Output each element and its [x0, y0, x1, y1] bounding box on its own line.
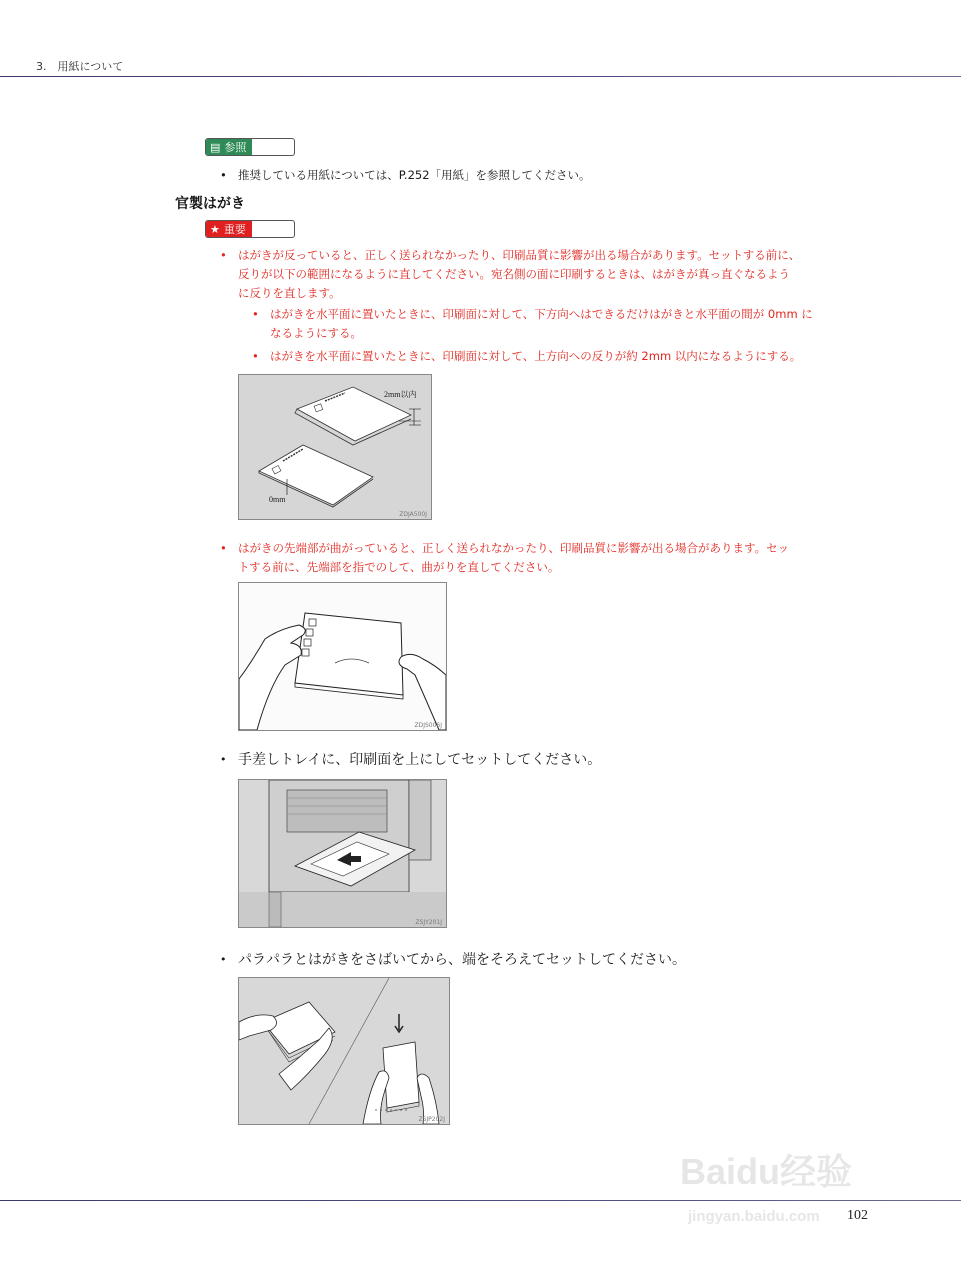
figure-id: ZSJP202J — [418, 1116, 445, 1123]
instruction-manual-tray: • 手差しトレイに、印刷面を上にしてセットしてください。 — [220, 752, 602, 768]
watermark-brand: Baidu经验 — [680, 1151, 853, 1192]
sub1-line-2: なるようにする。 — [270, 326, 362, 340]
hands-flattening-illustration — [239, 583, 446, 730]
memo-icon: ▤ — [210, 140, 221, 154]
important-subitem-2mm: • はがきを水平面に置いたときに、印刷面に対して、上方向への反りが約 2mm 以内になるようにする。 — [252, 349, 802, 363]
warp-line-1: はがきが反っていると、正しく送られなかったり、印刷品質に影響が出る場合があります。セットする前に、 — [238, 248, 801, 262]
watermark-url: jingyan.baidu.com — [688, 1208, 820, 1225]
printer-tray-illustration — [239, 780, 446, 927]
warp-line-3: に反りを直します。 — [238, 286, 341, 300]
figure-id: ZDJS006J — [414, 722, 442, 729]
instruction-fan-cards: • パラパラとはがきをさばいてから、端をそろえてセットしてください。 — [220, 952, 686, 968]
sub2-text: はがきを水平面に置いたときに、印刷面に対して、上方向への反りが約 2mm 以内になるようにする。 — [270, 349, 802, 363]
reference-item: • 推奨している用紙については、P.252「用紙」を参照してください。 — [220, 168, 591, 182]
reference-text: 推奨している用紙については、P.252「用紙」を参照してください。 — [238, 168, 591, 182]
label-2mm: 2mm以内 — [384, 390, 417, 399]
reference-badge — [205, 138, 295, 156]
section-title: 官製はがき — [175, 196, 245, 212]
important-badge-label: 重要 — [223, 223, 246, 236]
sub1-line-1: はがきを水平面に置いたときに、印刷面に対して、下方向へはできるだけはがきと水平面の間が 0mm に — [270, 307, 813, 321]
important-badge — [205, 220, 295, 238]
figure-id: ZSJY201J — [415, 919, 442, 926]
important-item-edge: • はがきの先端部が曲がっていると、正しく送られなかったり、印刷品質に影響が出る場合があります。セッ トする前に、先端部を指でのして、曲がりを直してください。 — [238, 539, 878, 577]
header-rule — [0, 76, 961, 77]
warp-line-2: 反りが以下の範囲になるように直してください。宛名側の面に印刷するときは、はがきが真っ直ぐなるよう — [238, 267, 790, 281]
fan-cards-figure — [238, 977, 450, 1125]
baidu-watermark — [680, 1152, 910, 1236]
star-icon: ★ — [210, 222, 220, 236]
reference-badge-label: 参照 — [224, 141, 247, 154]
edge-line-1: はがきの先端部が曲がっていると、正しく送られなかったり、印刷品質に影響が出る場合があります。セッ — [238, 541, 790, 555]
postcard-warp-figure — [238, 374, 432, 520]
label-0mm: 0mm — [269, 495, 286, 504]
instruction-manual-tray-text: 手差しトレイに、印刷面を上にしてセットしてください。 — [238, 752, 602, 768]
important-item-warp: • はがきが反っていると、正しく送られなかったり、印刷品質に影響が出る場合があります。セットする前に、 反りが以下の範囲になるように直してください。宛名側の面に印刷するときは、はがきが真っ直ぐなるよう に反りを直します。 — [238, 246, 878, 303]
manual-tray-figure — [238, 779, 447, 928]
running-header: 3. 用紙について — [36, 60, 124, 73]
figure-id: ZDJA500J — [399, 511, 427, 518]
important-subitem-0mm: • はがきを水平面に置いたときに、印刷面に対して、下方向へはできるだけはがきと水平面の間が 0mm に なるようにする。 — [270, 305, 880, 343]
edge-line-2: トする前に、先端部を指でのして、曲がりを直してください。 — [238, 560, 560, 574]
page-number: 102 — [847, 1208, 868, 1223]
fanning-cards-illustration — [239, 978, 449, 1124]
instruction-fan-cards-text: パラパラとはがきをさばいてから、端をそろえてセットしてください。 — [238, 952, 686, 968]
flatten-edge-figure — [238, 582, 447, 731]
